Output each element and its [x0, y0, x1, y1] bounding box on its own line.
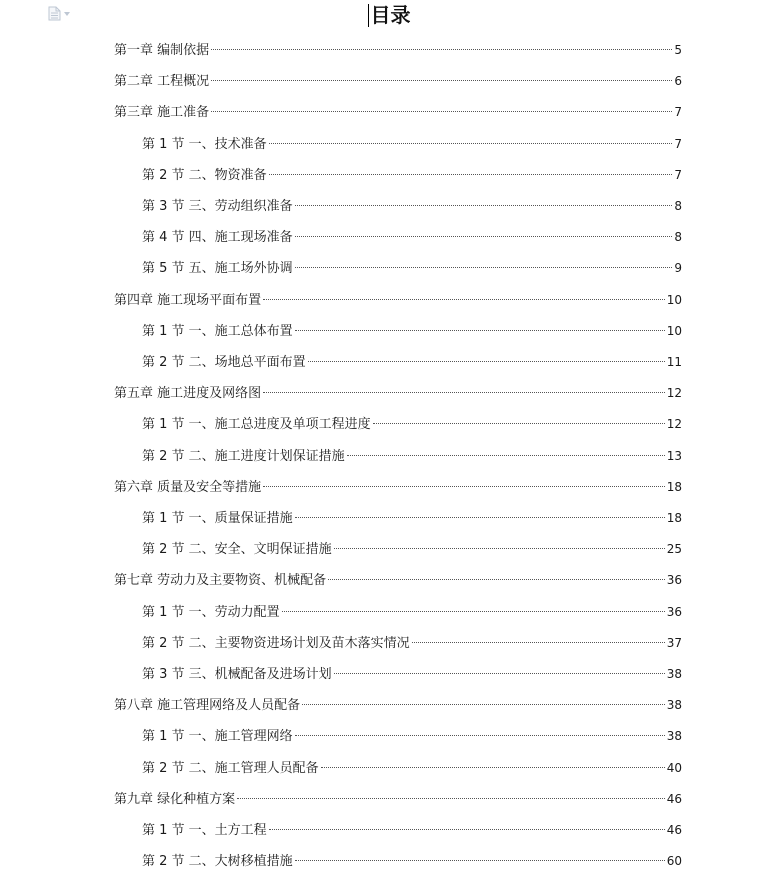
- toc-entry-label: 第 2 节 二、施工进度计划保证措施: [142, 448, 345, 464]
- page-title[interactable]: [371, 2, 411, 28]
- toc-entry-label: 第六章 质量及安全等措施: [114, 479, 262, 495]
- toc-section-entry[interactable]: [142, 222, 682, 253]
- toc-dot-leader: [282, 611, 665, 612]
- toc-dot-leader: [263, 392, 665, 393]
- toc-page-number: 12: [666, 386, 682, 401]
- toc-dot-leader: [334, 673, 665, 674]
- page-title-text: 目录: [370, 3, 411, 27]
- toc-section-entry[interactable]: [142, 534, 682, 565]
- toc-entry-label: 第 2 节 二、施工管理人员配备: [142, 760, 319, 776]
- toc-section-entry[interactable]: [142, 659, 682, 690]
- toc-page-number: 10: [666, 323, 682, 338]
- toc-entry-label: 第 1 节 一、施工管理网络: [142, 729, 293, 745]
- toc-page-number: 5: [674, 43, 682, 57]
- toc-chapter-entry[interactable]: [114, 97, 682, 128]
- toc-section-entry[interactable]: [142, 316, 682, 347]
- toc-page-number: 46: [666, 823, 682, 837]
- toc-dot-leader: [295, 330, 665, 331]
- toc-section-entry[interactable]: [142, 597, 682, 628]
- toc-section-entry[interactable]: [142, 409, 682, 440]
- toc-entry-label: 第 2 节 二、主要物资进场计划及苗木落实情况: [142, 635, 410, 651]
- toc-entry-label: 第 4 节 四、施工现场准备: [142, 230, 293, 246]
- toc-dot-leader: [295, 205, 673, 206]
- toc-page-number: 12: [666, 417, 682, 432]
- toc-chapter-entry[interactable]: [114, 565, 682, 596]
- toc-dot-leader: [269, 143, 673, 144]
- toc-dot-leader: [295, 860, 665, 861]
- toc-entry-label: 第五章 施工进度及网络图: [114, 386, 262, 402]
- toc-chapter-entry[interactable]: [114, 472, 682, 503]
- toc-chapter-entry[interactable]: [114, 66, 682, 97]
- toc-page-number: 60: [666, 854, 682, 869]
- toc-entry-label: 第 1 节 一、劳动力配置: [142, 604, 280, 620]
- toc-entry-label: 第 2 节 二、物资准备: [142, 167, 267, 183]
- toc-entry-label: 第九章 绿化种植方案: [114, 791, 236, 807]
- toc-section-entry[interactable]: [142, 815, 682, 846]
- toc-page-number: 10: [666, 292, 682, 307]
- toc-page-number: 38: [666, 667, 682, 681]
- toc-dot-leader: [263, 486, 665, 487]
- toc-dot-leader: [269, 174, 673, 175]
- toc-entry-label: 第 1 节 一、质量保证措施: [142, 511, 293, 526]
- toc-page-number: 7: [674, 167, 682, 182]
- toc-dot-leader: [412, 642, 665, 643]
- toc-entry-label: 第 1 节 一、施工总进度及单项工程进度: [142, 417, 371, 433]
- toc-dot-leader: [308, 361, 665, 362]
- toc-dot-leader: [321, 767, 665, 768]
- toc-page-number: 46: [666, 791, 682, 806]
- toc-section-entry[interactable]: [142, 347, 682, 378]
- toc-page-number: 8: [674, 230, 682, 245]
- toc-page-number: 18: [666, 511, 682, 525]
- toc-page-number: 37: [666, 635, 682, 650]
- toc-section-entry[interactable]: [142, 503, 682, 534]
- toc-section-entry[interactable]: [142, 191, 682, 222]
- toc-page-number: 36: [666, 573, 682, 588]
- toc-section-entry[interactable]: [142, 441, 682, 472]
- toc-entry-label: 第 1 节 一、施工总体布置: [142, 323, 293, 339]
- toc-page-number: 9: [674, 261, 682, 276]
- toc-section-entry[interactable]: [142, 160, 682, 191]
- toc-dot-leader: [237, 798, 665, 799]
- toc-dot-leader: [334, 548, 665, 549]
- text-cursor: [368, 4, 369, 27]
- toc-entry-label: 第 3 节 三、机械配备及进场计划: [142, 667, 332, 682]
- toc-section-entry[interactable]: [142, 753, 682, 784]
- toc-page-number: 38: [666, 729, 682, 744]
- toc-entry-label: 第 1 节 一、土方工程: [142, 823, 267, 838]
- toc-section-entry[interactable]: [142, 129, 682, 160]
- toc-entry-label: 第 5 节 五、施工场外协调: [142, 261, 293, 277]
- toc-entry-label: 第 2 节 二、场地总平面布置: [142, 355, 306, 370]
- toc-entry-label: 第 2 节 二、大树移植措施: [142, 854, 293, 870]
- toc-section-entry[interactable]: [142, 253, 682, 284]
- toc-chapter-entry[interactable]: [114, 784, 682, 815]
- toc-page-number: 7: [674, 105, 682, 120]
- toc-entry-label: 第二章 工程概况: [114, 74, 210, 90]
- toc-page-number: 11: [666, 355, 682, 369]
- toc-dot-leader: [347, 455, 665, 456]
- toc-dot-leader: [211, 49, 672, 50]
- toc-chapter-entry[interactable]: [114, 378, 682, 409]
- toc-entry-label: 第 1 节 一、技术准备: [142, 136, 267, 152]
- toc-chapter-entry[interactable]: [114, 35, 682, 66]
- toc-entry-label: 第七章 劳动力及主要物资、机械配备: [114, 573, 327, 589]
- toc-dot-leader: [263, 299, 665, 300]
- toc-entry-label: 第八章 施工管理网络及人员配备: [114, 698, 301, 714]
- toc-page-number: 13: [666, 448, 682, 463]
- toc-dot-leader: [295, 735, 665, 736]
- toc-dot-leader: [373, 423, 665, 424]
- toc-dot-leader: [269, 829, 665, 830]
- toc-dot-leader: [302, 704, 665, 705]
- toc-page-number: 38: [666, 698, 682, 713]
- toc-entry-label: 第 3 节 三、劳动组织准备: [142, 199, 293, 214]
- title-container: [0, 2, 781, 28]
- toc-entry-label: 第 2 节 二、安全、文明保证措施: [142, 542, 332, 558]
- toc-dot-leader: [295, 236, 673, 237]
- toc-page-number: 8: [674, 199, 682, 213]
- toc-dot-leader: [211, 80, 672, 81]
- toc-page-number: 25: [666, 542, 682, 557]
- toc-dot-leader: [295, 267, 673, 268]
- toc-page-number: 18: [666, 479, 682, 494]
- toc-entry-label: 第一章 编制依据: [114, 43, 210, 58]
- toc-page-number: 6: [674, 74, 682, 89]
- toc-page-number: 7: [674, 136, 682, 151]
- toc-section-entry[interactable]: [142, 628, 682, 659]
- toc-section-entry[interactable]: [142, 846, 682, 877]
- toc-section-entry[interactable]: [142, 721, 682, 752]
- toc-dot-leader: [328, 579, 665, 580]
- toc-chapter-entry[interactable]: [114, 690, 682, 721]
- toc-entry-label: 第三章 施工准备: [114, 105, 210, 121]
- toc-entry-label: 第四章 施工现场平面布置: [114, 292, 262, 308]
- toc-page-number: 36: [666, 604, 682, 619]
- toc-chapter-entry[interactable]: [114, 285, 682, 316]
- toc-dot-leader: [295, 517, 665, 518]
- toc-dot-leader: [211, 111, 672, 112]
- toc-page-number: 40: [666, 760, 682, 775]
